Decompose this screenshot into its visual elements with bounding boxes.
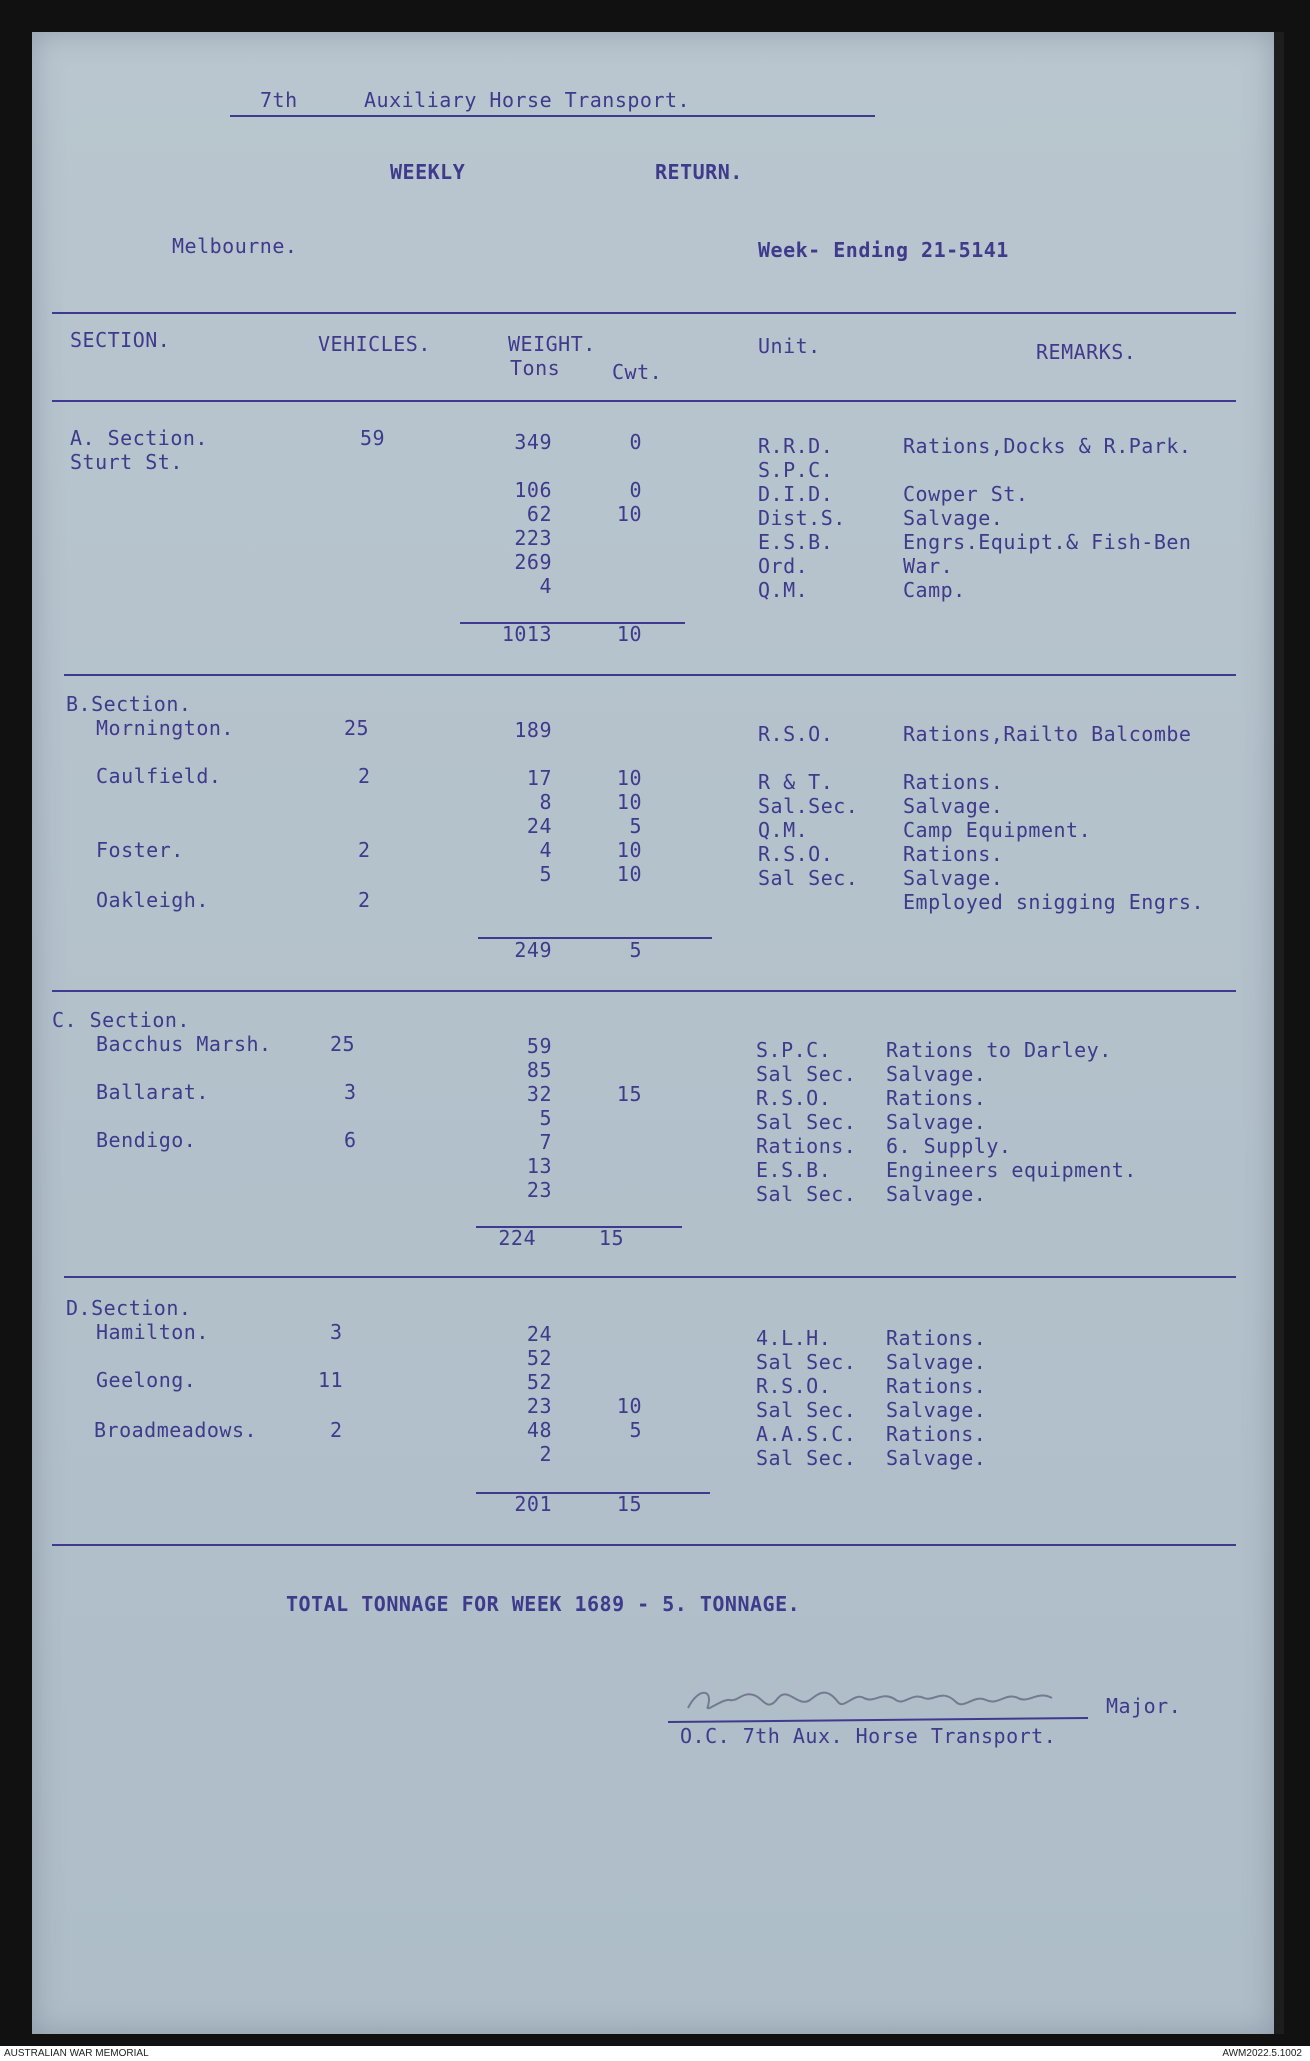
b-row5-cwt: 10 [616, 838, 642, 862]
a-total-tons: 1013 [501, 622, 552, 646]
b-place-caulfield: Caulfield. [96, 764, 222, 788]
b-vehicles-caulfield: 2 [358, 764, 371, 788]
c-vehicles-ballarat: 3 [344, 1080, 357, 1104]
a-row1-tons: 349 [514, 430, 552, 454]
c-row7-unit: Sal Sec. [756, 1182, 857, 1206]
d-row5-tons: 48 [526, 1418, 552, 1442]
total-tonnage: TOTAL TONNAGE FOR WEEK 1689 - 5. TONNAGE. [286, 1592, 801, 1616]
b-row6-remark: Salvage. [903, 866, 1004, 890]
b-row6-cwt: 10 [616, 862, 642, 886]
c-row1-tons: 59 [526, 1034, 552, 1058]
col-cwt: Cwt. [612, 360, 663, 384]
c-row6-unit: E.S.B. [756, 1158, 832, 1182]
c-row4-unit: Sal Sec. [756, 1110, 857, 1134]
c-row2-unit: Sal Sec. [756, 1062, 857, 1086]
a-row3-remark: Cowper St. [903, 482, 1029, 506]
section-d-title: D.Section. [66, 1296, 192, 1320]
b-total-tons: 249 [514, 938, 552, 962]
col-section: SECTION. [70, 328, 171, 352]
d-vehicles-broadmeadows: 2 [330, 1418, 343, 1442]
c-row1-remark: Rations to Darley. [886, 1038, 1112, 1062]
b-row1-remark: Rations,Railto Balcombe [903, 722, 1192, 746]
col-weight: WEIGHT. [508, 332, 596, 356]
d-row4-remark: Salvage. [886, 1398, 987, 1422]
a-row3-unit: D.I.D. [758, 482, 834, 506]
col-tons: Tons [510, 356, 561, 380]
a-row7-tons: 4 [539, 574, 552, 598]
b-vehicles-foster: 2 [358, 838, 371, 862]
d-row6-tons: 2 [539, 1442, 552, 1466]
b-row4-unit: Q.M. [758, 818, 809, 842]
weekly-label: WEEKLY [390, 160, 466, 184]
b-row3-unit: Sal.Sec. [758, 794, 859, 818]
d-total-cwt: 15 [616, 1492, 642, 1516]
b-row1-unit: R.S.O. [758, 722, 834, 746]
c-row6-remark: Engineers equipment. [886, 1158, 1137, 1182]
b-place-mornington: Mornington. [96, 716, 234, 740]
b-row3-cwt: 10 [616, 790, 642, 814]
c-row3-unit: R.S.O. [756, 1086, 832, 1110]
d-row3-unit: R.S.O. [756, 1374, 832, 1398]
b-row2-remark: Rations. [903, 770, 1004, 794]
page-edge [1274, 32, 1284, 2034]
b-row4-tons: 24 [526, 814, 552, 838]
section-b-title: B.Section. [66, 692, 192, 716]
b-place-oakleigh: Oakleigh. [96, 888, 209, 912]
d-row1-tons: 24 [526, 1322, 552, 1346]
unit-number: 7th [260, 88, 298, 112]
a-row6-unit: Ord. [758, 554, 809, 578]
section-a-divider [64, 674, 1236, 676]
col-unit: Unit. [758, 334, 821, 358]
b-row6-tons: 5 [539, 862, 552, 886]
signoff-rank: Major. [1106, 1694, 1182, 1718]
c-row4-remark: Salvage. [886, 1110, 987, 1134]
d-total-tons: 201 [514, 1492, 552, 1516]
c-place-ballarat: Ballarat. [96, 1080, 209, 1104]
return-label: RETURN. [655, 160, 743, 184]
a-row4-cwt: 10 [616, 502, 642, 526]
section-a-title: A. Section. [70, 426, 208, 450]
unit-name: Auxiliary Horse Transport. [364, 88, 691, 112]
b-vehicles-oakleigh: 2 [358, 888, 371, 912]
c-row3-remark: Rations. [886, 1086, 987, 1110]
section-b-divider [52, 990, 1236, 992]
col-vehicles: VEHICLES. [318, 332, 431, 356]
col-remarks: REMARKS. [1036, 340, 1137, 364]
handwritten-signature [668, 1678, 1088, 1726]
c-row4-tons: 5 [539, 1106, 552, 1130]
a-row3-tons: 106 [514, 478, 552, 502]
b-row5-remark: Rations. [903, 842, 1004, 866]
c-row2-remark: Salvage. [886, 1062, 987, 1086]
c-vehicles-bacchus: 25 [330, 1032, 356, 1056]
d-row2-unit: Sal Sec. [756, 1350, 857, 1374]
d-row3-remark: Rations. [886, 1374, 987, 1398]
a-row6-tons: 269 [514, 550, 552, 574]
c-row3-cwt: 15 [616, 1082, 642, 1106]
section-a-place: Sturt St. [70, 450, 183, 474]
b-row2-unit: R & T. [758, 770, 834, 794]
b-total-cwt: 5 [629, 938, 642, 962]
b-row3-remark: Salvage. [903, 794, 1004, 818]
b-row2-cwt: 10 [616, 766, 642, 790]
a-row1-unit: R.R.D. [758, 434, 834, 458]
d-vehicles-geelong: 11 [318, 1368, 344, 1392]
a-row5-unit: E.S.B. [758, 530, 834, 554]
d-row4-cwt: 10 [616, 1394, 642, 1418]
b-vehicles-mornington: 25 [344, 716, 370, 740]
b-row1-tons: 189 [514, 718, 552, 742]
title-underline [230, 115, 875, 117]
section-a-vehicles: 59 [360, 426, 386, 450]
a-total-cwt: 10 [616, 622, 642, 646]
a-row7-unit: Q.M. [758, 578, 809, 602]
c-place-bendigo: Bendigo. [96, 1128, 197, 1152]
header-rule-top [52, 312, 1236, 314]
d-row4-unit: Sal Sec. [756, 1398, 857, 1422]
b-row2-tons: 17 [526, 766, 552, 790]
d-row1-unit: 4.L.H. [756, 1326, 832, 1350]
d-row6-remark: Salvage. [886, 1446, 987, 1470]
d-place-broadmeadows: Broadmeadows. [94, 1418, 258, 1442]
d-place-geelong: Geelong. [96, 1368, 197, 1392]
section-d-divider [52, 1544, 1236, 1546]
c-row6-tons: 13 [526, 1154, 552, 1178]
c-row7-tons: 23 [526, 1178, 552, 1202]
c-total-cwt: 15 [598, 1226, 624, 1250]
section-c-divider [64, 1276, 1236, 1278]
c-row7-remark: Salvage. [886, 1182, 987, 1206]
b-row7-remark: Employed snigging Engrs. [903, 890, 1204, 914]
d-row3-tons: 52 [526, 1370, 552, 1394]
d-row5-remark: Rations. [886, 1422, 987, 1446]
c-row1-unit: S.P.C. [756, 1038, 832, 1062]
b-place-foster: Foster. [96, 838, 184, 862]
b-row4-remark: Camp Equipment. [903, 818, 1092, 842]
c-row5-remark: 6. Supply. [886, 1134, 1012, 1158]
a-row5-tons: 223 [514, 526, 552, 550]
signoff-title: O.C. 7th Aux. Horse Transport. [680, 1724, 1057, 1748]
c-place-bacchus: Bacchus Marsh. [96, 1032, 272, 1056]
c-row5-unit: Rations. [756, 1134, 857, 1158]
a-row6-remark: War. [903, 554, 954, 578]
d-row2-tons: 52 [526, 1346, 552, 1370]
d-place-hamilton: Hamilton. [96, 1320, 209, 1344]
b-row5-unit: R.S.O. [758, 842, 834, 866]
a-row7-remark: Camp. [903, 578, 966, 602]
c-row2-tons: 85 [526, 1058, 552, 1082]
a-row1-cwt: 0 [629, 430, 642, 454]
archive-credit: AUSTRALIAN WAR MEMORIAL [4, 2048, 149, 2059]
section-c-title: C. Section. [52, 1008, 190, 1032]
c-row3-tons: 32 [526, 1082, 552, 1106]
d-row4-tons: 23 [526, 1394, 552, 1418]
archive-reference: AWM2022.5.1002 [1222, 2048, 1302, 2059]
place-label: Melbourne. [172, 234, 298, 258]
a-row2-unit: S.P.C. [758, 458, 834, 482]
d-row6-unit: Sal Sec. [756, 1446, 857, 1470]
a-row4-tons: 62 [526, 502, 552, 526]
b-row4-cwt: 5 [629, 814, 642, 838]
a-row3-cwt: 0 [629, 478, 642, 502]
c-vehicles-bendigo: 6 [344, 1128, 357, 1152]
b-row5-tons: 4 [539, 838, 552, 862]
a-row1-remark: Rations,Docks & R.Park. [903, 434, 1192, 458]
d-vehicles-hamilton: 3 [330, 1320, 343, 1344]
c-total-tons: 224 [498, 1226, 536, 1250]
header-rule-bottom [52, 400, 1236, 402]
c-row5-tons: 7 [539, 1130, 552, 1154]
a-row4-unit: Dist.S. [758, 506, 846, 530]
d-row1-remark: Rations. [886, 1326, 987, 1350]
d-row5-unit: A.A.S.C. [756, 1422, 857, 1446]
a-row5-remark: Engrs.Equipt.& Fish-Ben [903, 530, 1192, 554]
d-row5-cwt: 5 [629, 1418, 642, 1442]
b-row3-tons: 8 [539, 790, 552, 814]
week-ending: Week- Ending 21-5141 [758, 238, 1009, 262]
a-row4-remark: Salvage. [903, 506, 1004, 530]
d-row2-remark: Salvage. [886, 1350, 987, 1374]
b-row6-unit: Sal Sec. [758, 866, 859, 890]
